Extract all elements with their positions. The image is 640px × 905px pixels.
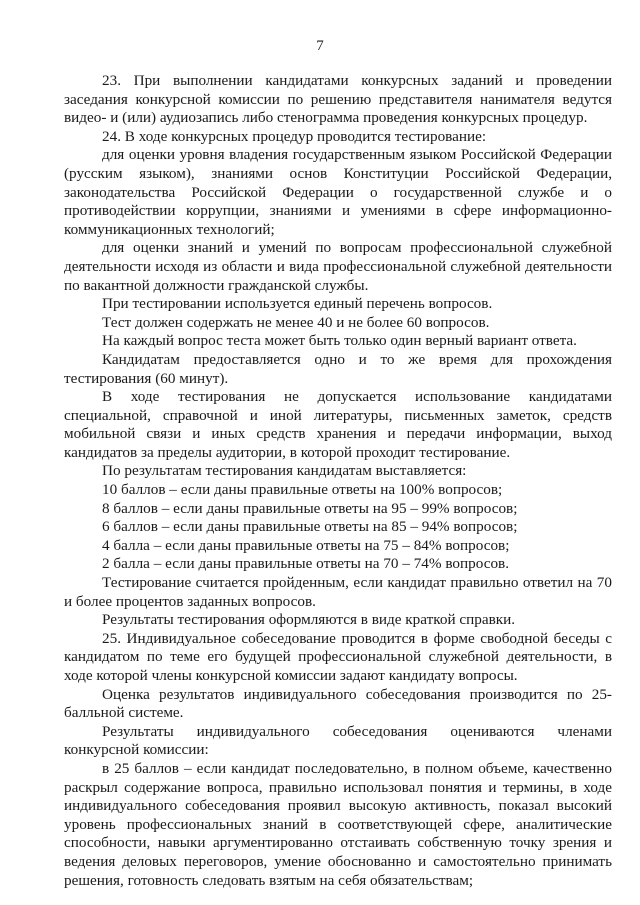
paragraph: Оценка результатов индивидуального собеседования производится по 25-балльной системе. xyxy=(64,685,612,722)
paragraph: для оценки знаний и умений по вопросам профессиональной служебной деятельности исходя из области и вида профессиональной служебной деятельности по вакантной должности гражданской службы. xyxy=(64,239,612,294)
paragraph: Кандидатам предоставляется одно и то же время для прохождения тестирования (60 минут). xyxy=(64,350,612,387)
paragraph: 25. Индивидуальное собеседование проводится в форме свободной беседы с кандидатом по теме его будущей профессиональной служебной деятельности, в ходе которой члены конкурсной комиссии задают кандидату вопросы. xyxy=(64,629,612,684)
paragraph: 24. В ходе конкурсных процедур проводится тестирование: xyxy=(102,127,487,145)
paragraph: для оценки уровня владения государственным языком Российской Федерации (русским языком), знаниями основ Конституции Российской Федерации, законодательства Российской Федерации о государственной службе и о противодействии коррупции, знаниями и умениями в сфере информационно-коммуникационных технологий; xyxy=(64,146,612,238)
paragraph: При тестировании используется единый перечень вопросов. xyxy=(102,295,493,313)
paragraph: в 25 баллов – если кандидат последовательно, в полном объеме, качественно раскрыл содержание вопроса, правильно использовал понятия и термины, в ходе индивидуального собеседования проявил высокую активность, показал высокий уровень профессиональных знаний в соответствующей сфере, аналитические способности, навыки аргументированно отстаивать собственную точку зрения и ведения деловых переговоров, умение обоснованно и самостоятельно принимать решения, готовность следовать взятым на себя обязательствам; xyxy=(64,759,612,889)
list-item: 6 баллов – если даны правильные ответы на 85 – 94% вопросов; xyxy=(102,518,518,536)
list-item: 10 баллов – если даны правильные ответы на 100% вопросов; xyxy=(102,481,503,499)
document-body xyxy=(64,72,612,890)
paragraph: Тест должен содержать не менее 40 и не более 60 вопросов. xyxy=(102,313,490,331)
paragraph: 23. При выполнении кандидатами конкурсных заданий и проведении заседания конкурсной комиссии по решению представителя нанимателя ведутся видео- и (или) аудиозапись либо стенограмма проведения конкурсных процедур. xyxy=(64,72,612,127)
paragraph: Тестирование считается пройденным, если кандидат правильно ответил на 70 и более процентов заданных вопросов. xyxy=(64,574,612,610)
paragraph: Результаты тестирования оформляются в виде краткой справки. xyxy=(102,611,516,629)
list-item: 8 баллов – если даны правильные ответы на 95 – 99% вопросов; xyxy=(102,499,518,517)
list-item: 4 балла – если даны правильные ответы на 75 – 84% вопросов; xyxy=(102,536,510,554)
paragraph: В ходе тестирования не допускается использование кандидатами специальной, справочной и иной литературы, письменных заметок, средств мобильной связи и иных средств хранения и передачи информации, выход кандидатов за пределы аудитории, в которой проходит тестирование. xyxy=(64,388,612,461)
page-number: 7 xyxy=(316,38,324,54)
paragraph: Результаты индивидуального собеседования оцениваются членами конкурсной комиссии: xyxy=(64,722,612,759)
paragraph: На каждый вопрос теста может быть только один верный вариант ответа. xyxy=(102,332,577,350)
list-item: 2 балла – если даны правильные ответы на 70 – 74% вопросов. xyxy=(102,555,510,573)
paragraph: По результатам тестирования кандидатам выставляется: xyxy=(102,462,467,480)
